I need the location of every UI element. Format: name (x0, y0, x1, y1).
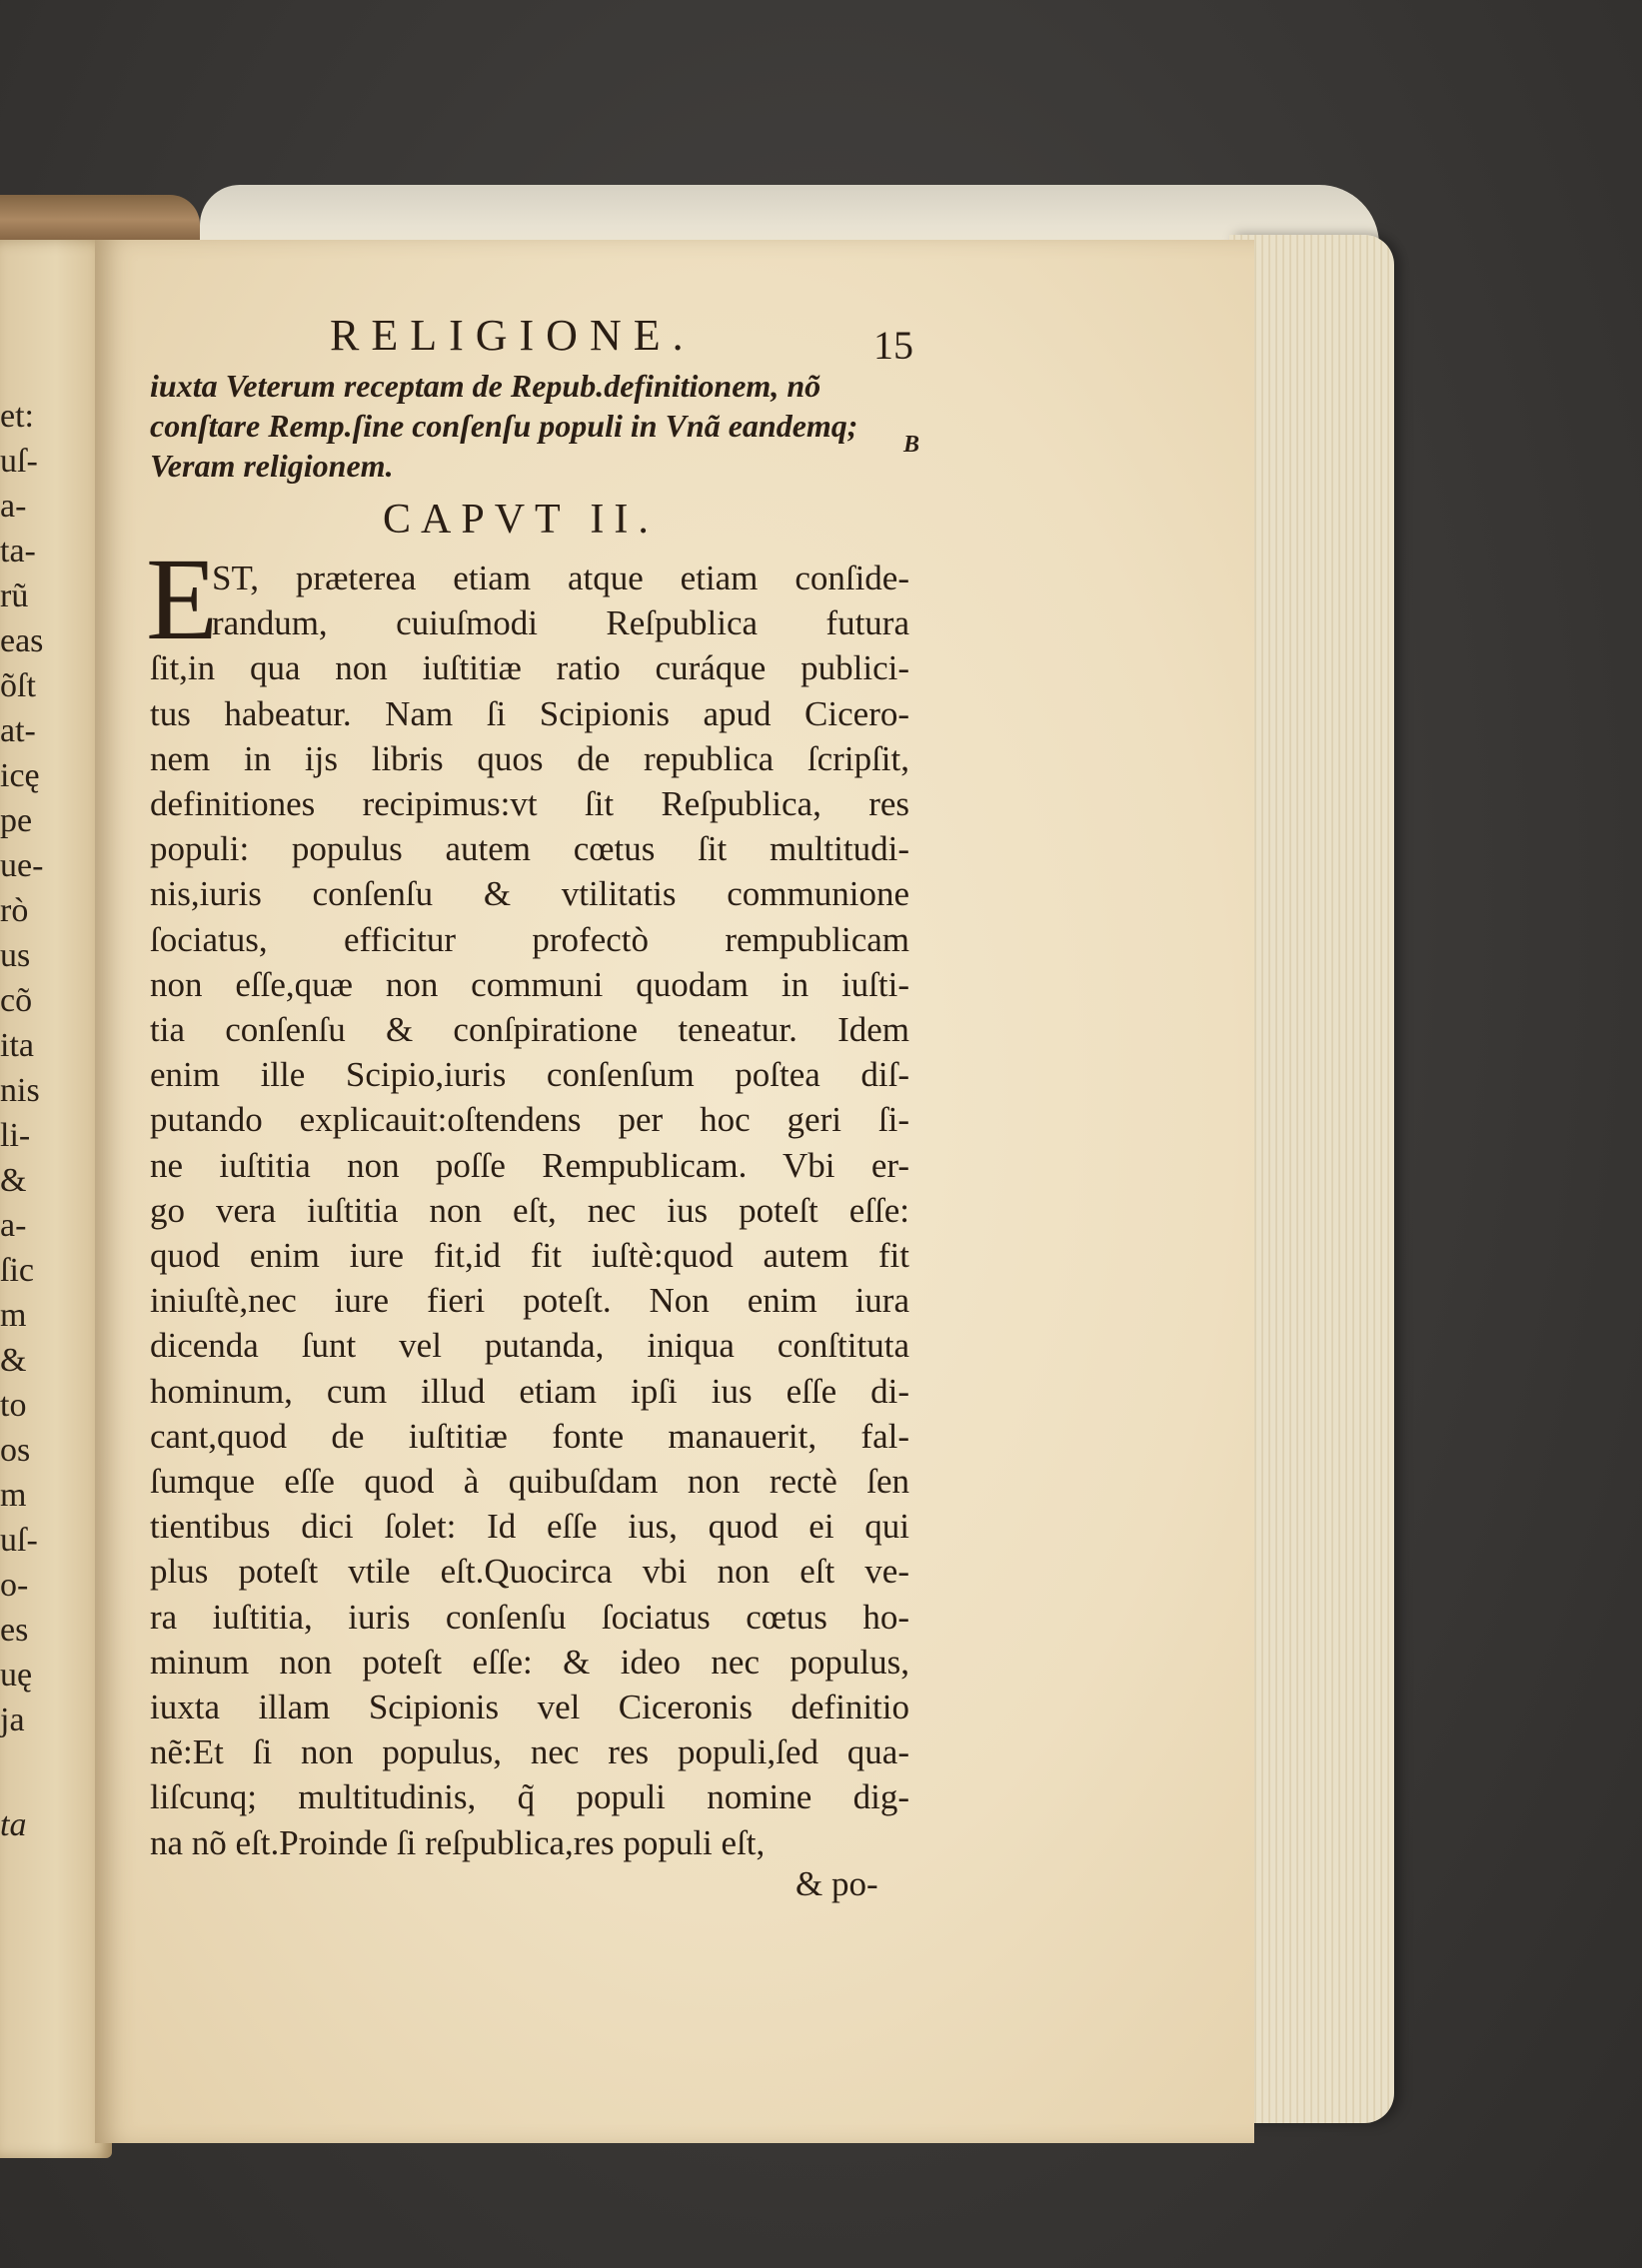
summary-line: conſtare Remp.ſine conſenſu populi in Vnã eandemq; (150, 408, 858, 444)
body-line: nem in ijs libris quos de republica ſcripſit, (150, 738, 909, 778)
previous-page-fragment: pe (0, 802, 33, 839)
body-line: enim ille Scipio,iuris conſenſum poſtea diſ- (150, 1055, 909, 1095)
previous-page-fragment: õſt (0, 667, 36, 704)
previous-page-fragment: uę (0, 1657, 33, 1694)
previous-page-fragment: o- (0, 1567, 29, 1604)
body-line: tia conſenſu & conſpiratione teneatur. Idem (150, 1010, 909, 1050)
body-line: dicenda ſunt vel putanda, iniqua conſtituta (150, 1326, 909, 1366)
body-line: ſumque eſſe quod à quibuſdam non rectè ſen (150, 1462, 909, 1502)
body-line: putando explicauit:oſtendens per hoc geri ſi- (150, 1100, 909, 1140)
previous-page-fragment: es (0, 1612, 29, 1649)
body-line: iuxta illam Scipionis vel Ciceronis definitio (150, 1688, 909, 1727)
previous-page-fragment: to (0, 1387, 27, 1424)
signature-mark: B (903, 432, 920, 458)
running-head: RELIGIONE. (330, 311, 696, 360)
body-line: ra iuſtitia, iuris conſenſu ſociatus cœtus ho- (150, 1597, 909, 1637)
body-line: iniuſtè,nec iure fieri poteſt. Non enim iura (150, 1281, 909, 1321)
previous-page-fragment: rò (0, 892, 29, 929)
body-line: quod enim iure fit,id fit iuſtè:quod autem fit (150, 1236, 909, 1276)
body-line: go vera iuſtitia non eſt, nec ius poteſt eſſe: (150, 1190, 909, 1230)
body-line: na nõ eſt.Proinde ſi reſpublica,res populi eſt, (150, 1822, 766, 1862)
body-line: minum non poteſt eſſe: & ideo nec populus, (150, 1642, 909, 1682)
previous-page-fragment: ta- (0, 533, 36, 569)
previous-page-fragment: ue- (0, 847, 44, 884)
body-line: definitiones recipimus:vt ſit Reſpublica, res (150, 784, 909, 824)
summary-line: Veram religionem. (150, 448, 394, 484)
previous-page-fragment: os (0, 1432, 31, 1469)
body-line: liſcunq; multitudinis, q̃ populi nomine dig- (150, 1777, 909, 1817)
previous-page-fragment: us (0, 937, 31, 974)
body-line: ſit,in qua non iuſtitiæ ratio curáque publici- (150, 648, 909, 688)
body-line: tientibus dici ſolet: Id eſſe ius, quod ei qui (150, 1507, 909, 1547)
body-line: ST, præterea etiam atque etiam conſide- (212, 559, 909, 597)
previous-page-fragment: & (0, 1162, 27, 1199)
body-line: non eſſe,quæ non communi quodam in iuſti- (150, 964, 909, 1004)
body-line: randum, cuiuſmodi Reſpublica futura (212, 603, 909, 643)
previous-page-fragment: rũ (0, 577, 29, 614)
previous-page-fragment: at- (0, 712, 36, 749)
body-line: nẽ:Et ſi non populus, nec res populi,ſed qua- (150, 1732, 909, 1772)
previous-page-fragment: a- (0, 1207, 27, 1244)
previous-page-fragment: et: (0, 398, 34, 435)
previous-page-fragment: ſic (0, 1252, 34, 1289)
previous-page-fragment: m (0, 1297, 27, 1334)
previous-page-fragment: uſ- (0, 1522, 38, 1559)
previous-page-fragment: eas (0, 622, 44, 659)
previous-page-fragment: ja (0, 1701, 25, 1738)
previous-page-fragment: uſ- (0, 443, 38, 480)
catchword: & po- (796, 1864, 878, 1903)
previous-page-fragment: ta (0, 1806, 27, 1843)
previous-page-fragment: cõ (0, 982, 33, 1019)
previous-page-fragment: a- (0, 488, 27, 525)
previous-page-fragment: m (0, 1477, 27, 1514)
chapter-summary (150, 366, 939, 486)
previous-page-fragment: li- (0, 1117, 31, 1154)
drop-cap: E (146, 534, 219, 664)
chapter-heading: CAPVT II. (383, 497, 659, 543)
summary-line: iuxta Veterum receptam de Repub.definitionem, nõ (150, 368, 821, 404)
body-line: nis,iuris conſenſu & vtilitatis communione (150, 874, 909, 914)
body-line: cant,quod de iuſtitiæ fonte manauerit, fal- (150, 1416, 909, 1456)
body-line: populi: populus autem cœtus ſit multitudi- (150, 829, 909, 869)
body-line: ne iuſtitia non poſſe Rempublicam. Vbi er- (150, 1145, 909, 1185)
page-number: 15 (873, 323, 913, 368)
previous-page-fragment: ita (0, 1027, 34, 1064)
body-line: ſociatus, efficitur profectò rempublicam (150, 919, 909, 959)
body-line: hominum, cum illud etiam ipſi ius eſſe di- (150, 1371, 909, 1411)
body-text (150, 556, 909, 1865)
body-line: plus poteſt vtile eſt.Quocirca vbi non eſt ve- (150, 1552, 909, 1592)
previous-page-fragment: nis (0, 1072, 40, 1109)
previous-page-fragment: icę (0, 757, 40, 794)
previous-page-fragment: & (0, 1342, 27, 1379)
body-line: tus habeatur. Nam ſi Scipionis apud Cicero- (150, 693, 909, 733)
